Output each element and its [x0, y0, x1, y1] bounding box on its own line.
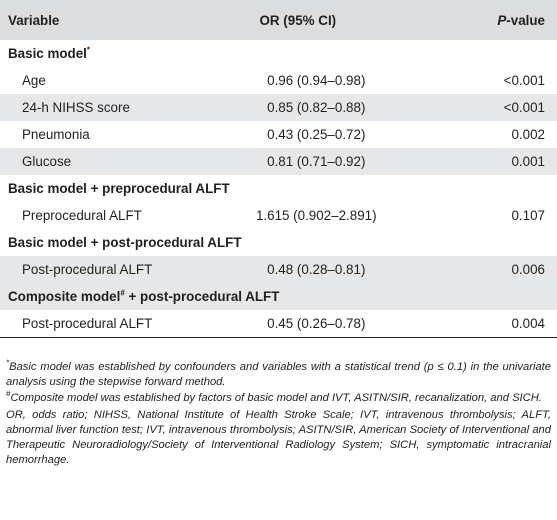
footnote-hash-mark: #	[6, 389, 11, 399]
footnote-hash-text: Composite model was established by factors of basic model and IVT, ASITN/SIR, recanalization, and SICH.	[10, 392, 542, 405]
table-row	[0, 67, 557, 94]
header-p-suffix: -value	[506, 12, 545, 28]
table-body	[0, 40, 557, 338]
cell-variable: Preprocedural ALFT	[22, 208, 142, 223]
table-footnotes	[6, 360, 551, 469]
cell-p-value: 0.004	[411, 310, 557, 338]
cell-or: 0.48 (0.28–0.81)	[267, 262, 366, 277]
group-label-main: Basic model + preprocedural ALFT	[8, 181, 230, 196]
table-row	[0, 94, 557, 121]
group-label-main: Basic model + post-procedural ALFT	[8, 235, 242, 250]
cell-p-value: 0.006	[511, 262, 545, 277]
cell-variable: Pneumonia	[22, 127, 90, 142]
cell-or: 1.615 (0.902–2.891)	[255, 208, 377, 223]
table-row	[0, 256, 557, 283]
cell-or: 0.45 (0.26–0.78)	[222, 310, 412, 338]
cell-variable: Post-procedural ALFT	[0, 310, 222, 338]
cell-p-value: 0.001	[511, 154, 545, 169]
table-row	[0, 202, 557, 229]
group-label	[0, 175, 557, 202]
group-label	[0, 40, 557, 67]
footnote-star-text: Basic model was established by confounders and variables with a statistical trend (p ≤ 0.1) in the univariate analysis using the stepwise forward method.	[6, 361, 551, 389]
group-label-main: Basic model	[8, 46, 87, 61]
table-row	[0, 148, 557, 175]
cell-or: 0.43 (0.25–0.72)	[267, 127, 366, 142]
cell-or: 0.81 (0.71–0.92)	[267, 154, 366, 169]
group-label-rest: + post-procedural ALFT	[124, 289, 280, 304]
footnote-basic-model	[6, 360, 551, 390]
group-label-sup: *	[86, 45, 91, 55]
group-label	[0, 229, 557, 256]
table-header-row	[0, 0, 557, 40]
cell-p-value: 0.107	[511, 208, 545, 223]
cell-p-value: <0.001	[503, 100, 545, 115]
cell-or: 0.96 (0.94–0.98)	[267, 73, 366, 88]
group-row	[0, 283, 557, 310]
table-row	[0, 310, 557, 338]
footnote-composite-model	[6, 391, 551, 406]
group-row	[0, 229, 557, 256]
cell-p-value: 0.002	[511, 127, 545, 142]
header-or	[222, 0, 412, 40]
header-variable: Variable	[8, 12, 60, 28]
footnote-star-mark: *	[6, 358, 10, 368]
header-or-label: OR (95% CI)	[259, 12, 337, 28]
footnote-abbreviations: OR, odds ratio; NIHSS, National Institute of Health Stroke Scale; IVT, intravenous thrombolysis; ALFT, abnormal liver function test; IVT, intravenous thrombolysis; ASITN/SIR, American Society of Interventional and Therapeutic Neuroradiology/Society of Interventional Radiology System; SICH, symptomatic intracranial hemorrhage.	[6, 408, 551, 467]
cell-variable: Glucose	[22, 154, 72, 169]
cell-or: 0.85 (0.82–0.88)	[267, 100, 366, 115]
group-label	[0, 283, 557, 310]
table-row	[0, 121, 557, 148]
group-row	[0, 40, 557, 67]
cell-variable: 24-h NIHSS score	[22, 100, 130, 115]
cell-variable: Age	[22, 73, 46, 88]
group-label-main: Composite model	[8, 289, 121, 304]
header-p-value	[411, 0, 557, 40]
group-row	[0, 175, 557, 202]
cell-variable: Post-procedural ALFT	[22, 262, 153, 277]
cell-p-value: <0.001	[503, 73, 545, 88]
header-p-italic: P	[497, 12, 507, 28]
group-label-sup: #	[120, 288, 125, 298]
